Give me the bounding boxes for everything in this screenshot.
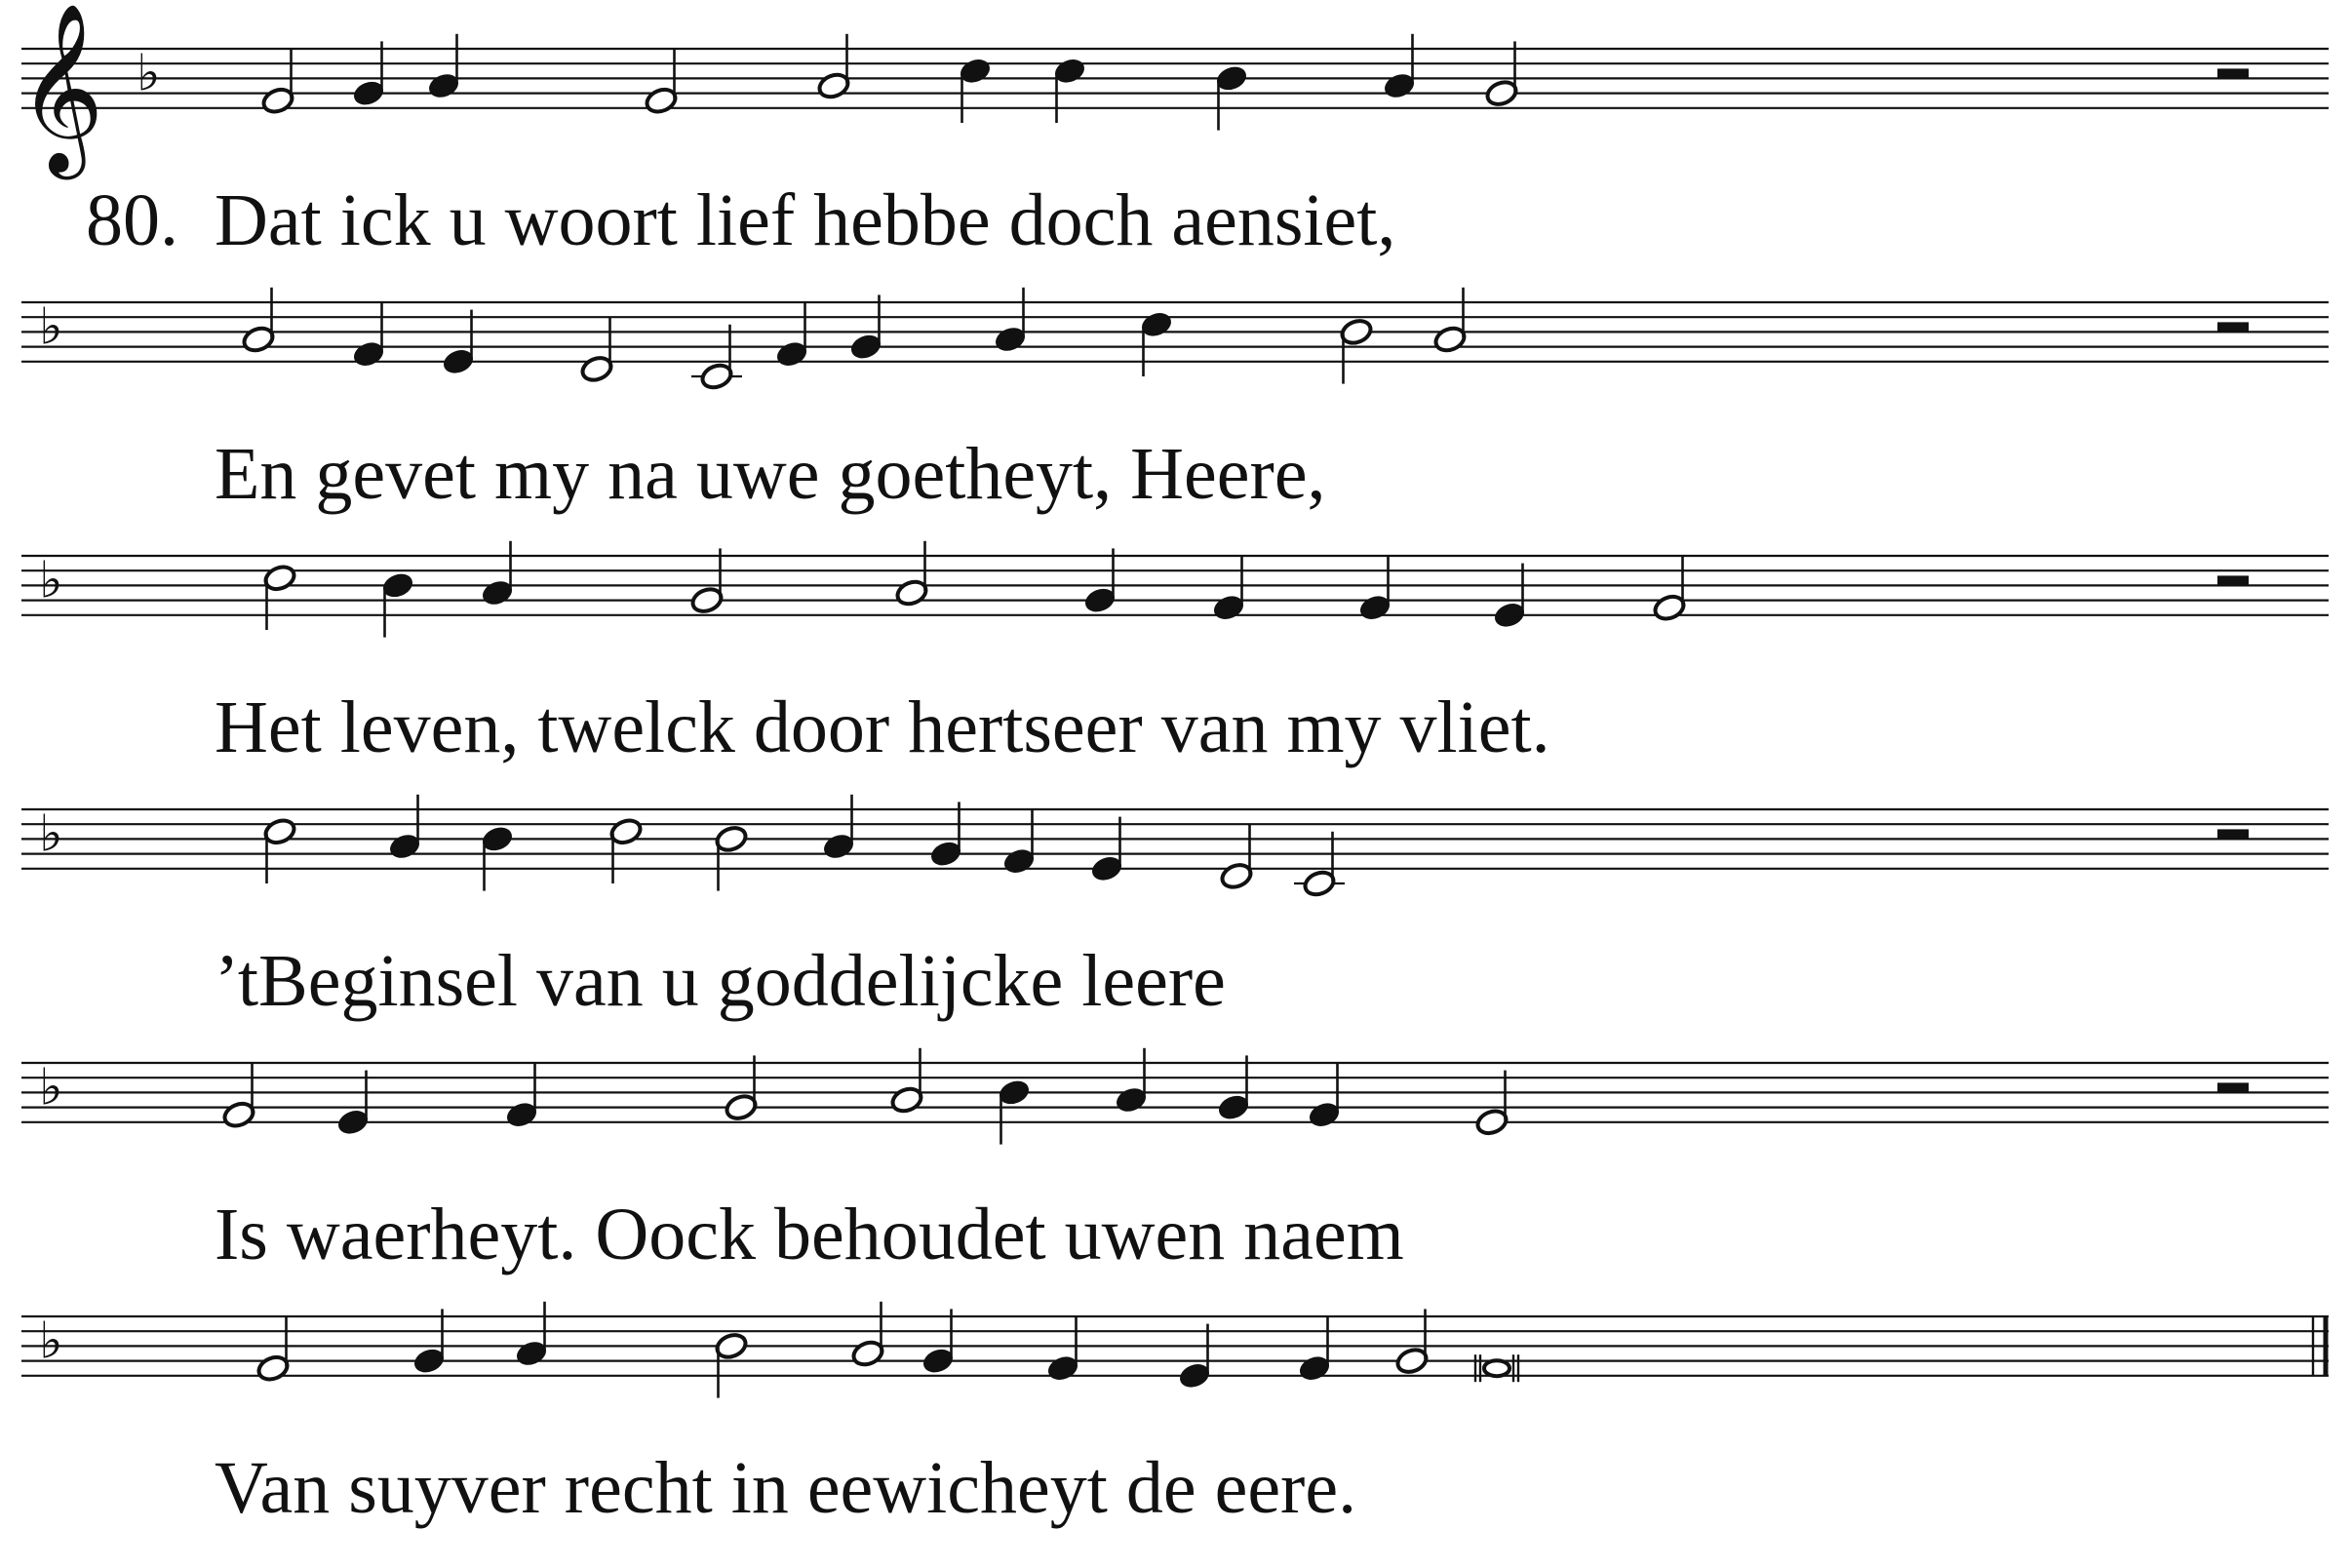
note bbox=[1114, 1048, 1149, 1116]
staff-system bbox=[21, 541, 2329, 638]
note bbox=[262, 563, 297, 630]
note bbox=[1294, 832, 1345, 899]
lyric-line-1: Dat ick u woort lief hebbe doch aensiet, bbox=[215, 179, 1396, 261]
note bbox=[351, 41, 386, 108]
staff-system bbox=[21, 1302, 2329, 1398]
note bbox=[928, 802, 963, 869]
note bbox=[608, 816, 644, 883]
note bbox=[260, 49, 295, 116]
note bbox=[1474, 1071, 1509, 1138]
note bbox=[821, 795, 856, 862]
note bbox=[1211, 556, 1246, 623]
note bbox=[1492, 564, 1527, 631]
breve-notehead bbox=[1484, 1360, 1509, 1376]
flat-key-signature-icon: ♭ bbox=[39, 1312, 63, 1371]
half-rest-icon bbox=[2217, 68, 2249, 78]
note bbox=[691, 325, 742, 392]
flat-key-signature-icon: ♭ bbox=[39, 1058, 63, 1117]
note bbox=[262, 816, 297, 883]
note bbox=[1052, 56, 1087, 123]
note bbox=[579, 317, 614, 384]
verse-number: 80. bbox=[86, 179, 178, 261]
half-rest-icon bbox=[2217, 1082, 2249, 1092]
note bbox=[504, 1063, 539, 1130]
note bbox=[480, 541, 515, 608]
flat-key-signature-icon: ♭ bbox=[39, 297, 63, 357]
flat-key-signature-icon: ♭ bbox=[39, 551, 63, 610]
lyric-line-2: En gevet my na uwe goetheyt, Heere, bbox=[215, 433, 1326, 515]
note bbox=[1307, 1063, 1342, 1130]
note bbox=[241, 288, 276, 355]
note bbox=[255, 1316, 291, 1384]
note bbox=[993, 288, 1028, 355]
note bbox=[221, 1063, 256, 1130]
note bbox=[380, 570, 415, 638]
flat-key-signature-icon: ♭ bbox=[137, 44, 161, 103]
note bbox=[997, 1078, 1032, 1145]
note bbox=[644, 49, 679, 116]
note bbox=[1001, 809, 1037, 877]
note bbox=[848, 294, 883, 362]
note bbox=[714, 824, 749, 891]
note bbox=[714, 1331, 749, 1398]
note bbox=[1139, 309, 1174, 376]
note bbox=[774, 302, 809, 370]
staff-system bbox=[21, 1048, 2329, 1145]
half-rest-icon bbox=[2217, 322, 2249, 332]
note bbox=[1216, 1055, 1251, 1122]
note bbox=[1394, 1309, 1430, 1376]
note bbox=[426, 34, 461, 101]
note bbox=[894, 541, 929, 608]
note bbox=[1475, 1354, 1518, 1382]
note bbox=[1652, 556, 1687, 623]
staff-system bbox=[21, 288, 2329, 392]
lyric-line-4: ’tBeginsel van u goddelijcke leere bbox=[215, 940, 1226, 1022]
note bbox=[1089, 817, 1124, 884]
note bbox=[480, 824, 515, 891]
note bbox=[412, 1309, 447, 1376]
note bbox=[689, 548, 725, 615]
treble-clef-icon: 𝄞 bbox=[18, 2, 104, 173]
note bbox=[850, 1302, 885, 1369]
note bbox=[351, 302, 386, 370]
lyric-line-6: Van suyver recht in eewicheyt de eere. bbox=[215, 1447, 1357, 1529]
note bbox=[1357, 556, 1392, 623]
note bbox=[1177, 1324, 1212, 1392]
note bbox=[1219, 824, 1254, 891]
note bbox=[1339, 317, 1374, 384]
note bbox=[514, 1302, 549, 1369]
lyric-line-3: Het leven, twelck door hertseer van my vliet. bbox=[215, 686, 1550, 768]
staff-system bbox=[18, 3, 2329, 180]
note bbox=[724, 1055, 759, 1122]
half-rest-icon bbox=[2217, 829, 2249, 839]
note bbox=[1082, 548, 1117, 615]
note bbox=[921, 1309, 956, 1376]
note bbox=[816, 34, 851, 101]
lyric-line-5: Is waerheyt. Oock behoudet uwen naem bbox=[215, 1194, 1404, 1275]
note bbox=[1214, 63, 1249, 131]
flat-key-signature-icon: ♭ bbox=[39, 804, 63, 864]
note bbox=[1045, 1316, 1080, 1384]
half-rest-icon bbox=[2217, 575, 2249, 585]
note bbox=[1484, 41, 1519, 108]
note bbox=[387, 795, 422, 862]
note bbox=[1382, 34, 1417, 101]
note bbox=[1432, 288, 1468, 355]
note bbox=[958, 56, 993, 123]
staff-system bbox=[21, 795, 2329, 899]
note bbox=[441, 310, 476, 377]
note bbox=[1297, 1316, 1332, 1384]
note bbox=[889, 1048, 924, 1116]
note bbox=[335, 1071, 371, 1138]
